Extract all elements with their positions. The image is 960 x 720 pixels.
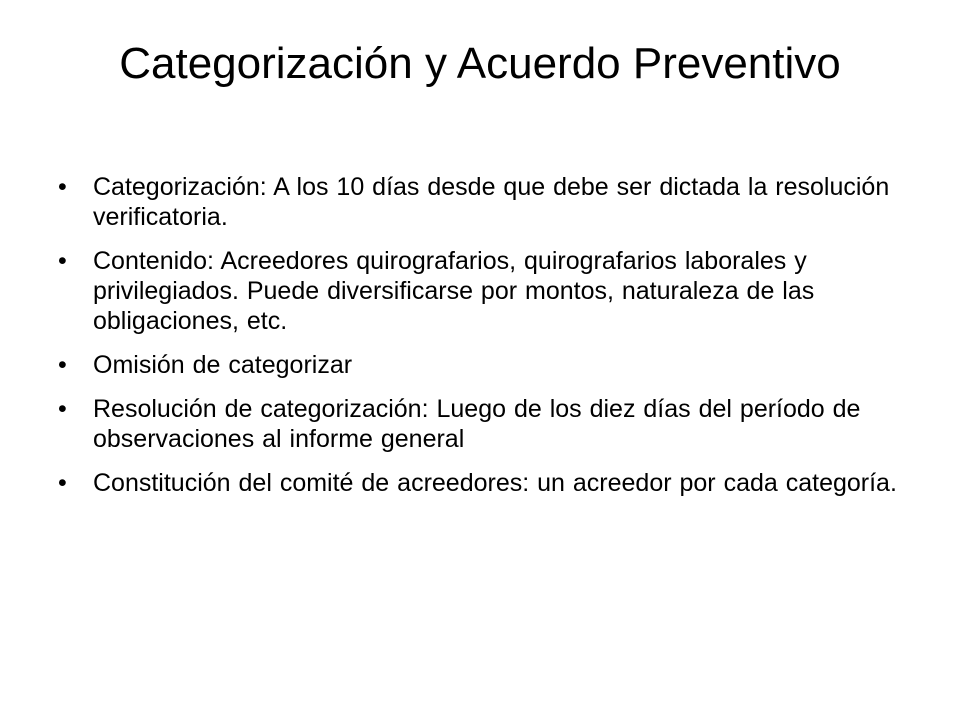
bullet-text: Categorización: A los 10 días desde que debe ser dictada la resolución verificatoria. bbox=[93, 173, 890, 231]
bullet-item bbox=[58, 350, 918, 380]
bullet-text: Resolución de categorización: Luego de los diez días del período de observaciones al informe general bbox=[93, 395, 861, 453]
bullet-icon: • bbox=[58, 395, 67, 423]
bullet-icon: • bbox=[58, 469, 67, 497]
bullet-icon: • bbox=[58, 351, 67, 379]
bullet-icon: • bbox=[58, 247, 67, 275]
bullet-item bbox=[58, 246, 918, 336]
bullet-text: Omisión de categorizar bbox=[93, 351, 353, 379]
bullet-icon: • bbox=[58, 173, 67, 201]
bullet-text: Contenido: Acreedores quirografarios, quirografarios laborales y privilegiados. Puede diversificarse por montos, naturaleza de las obligaciones, etc. bbox=[93, 247, 815, 335]
slide-title: Categorización y Acuerdo Preventivo bbox=[119, 39, 841, 88]
bullet-list bbox=[58, 172, 918, 512]
bullet-item bbox=[58, 468, 918, 498]
bullet-item bbox=[58, 394, 918, 454]
bullet-text: Constitución del comité de acreedores: un acreedor por cada categoría. bbox=[93, 469, 897, 497]
bullet-item bbox=[58, 172, 918, 232]
